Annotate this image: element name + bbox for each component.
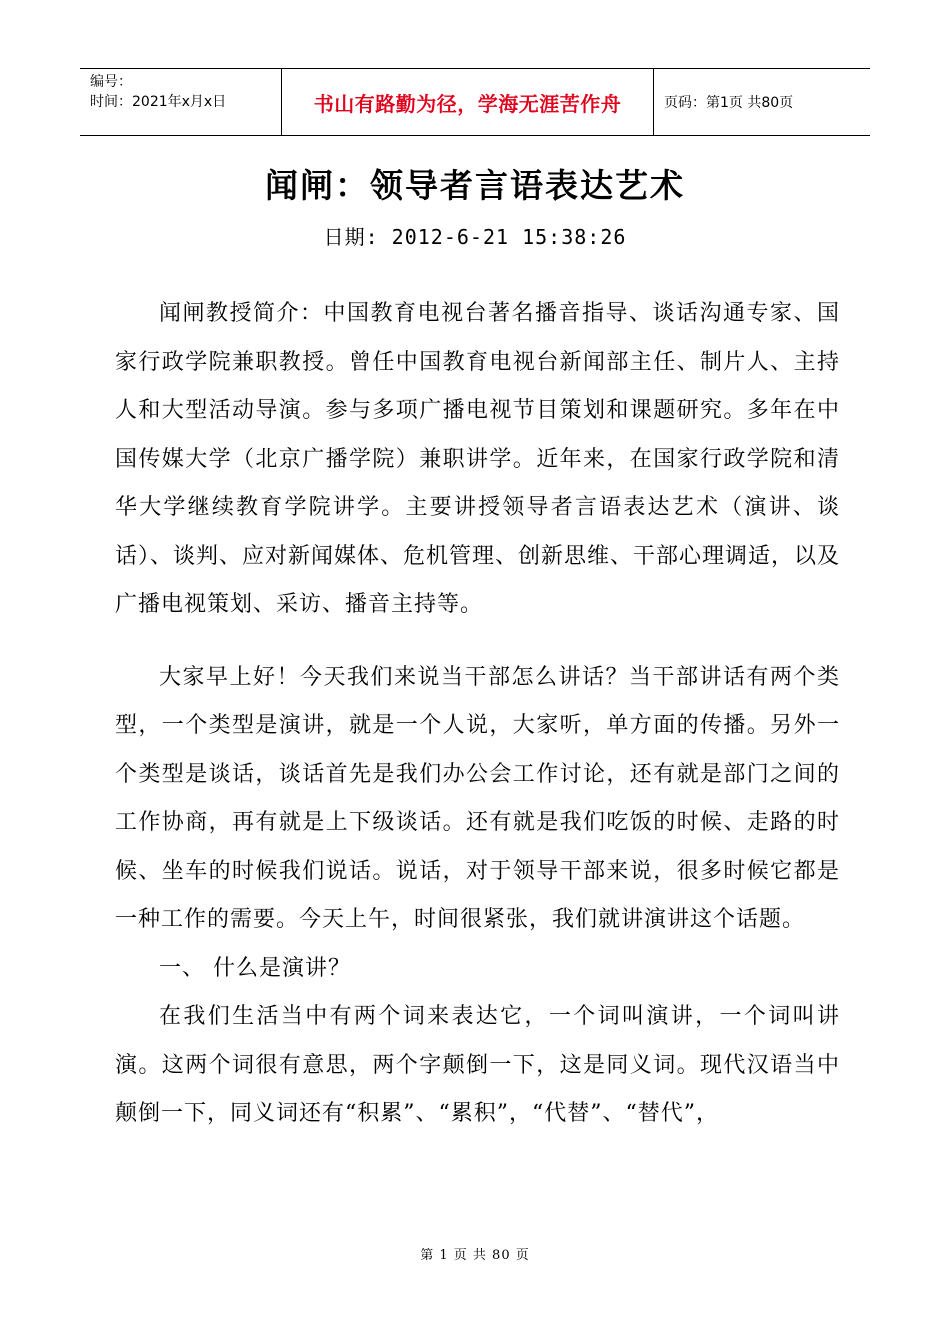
- paragraph-opening: 大家早上好！今天我们来说当干部怎么讲话？当干部讲话有两个类型，一个类型是演讲，就是一个人说，大家听，单方面的传播。另外一个类型是谈话，谈话首先是我们办公会工作讨论，还有就是部门之间的工作协商，再有就是上下级谈话。还有就是我们吃饭的时候、走路的时候、坐车的时候我们说话。说话，对于领导干部来说，很多时候它都是一种工作的需要。今天上午，时间很紧张，我们就讲演讲这个话题。: [115, 664, 840, 932]
- page-footer: 第 1 页 共 80 页: [420, 1248, 530, 1263]
- time-label: 时间：2021年x月x日: [90, 94, 227, 110]
- number-label: 编号：: [90, 74, 132, 90]
- document-body: [115, 290, 840, 1139]
- paragraph-intro: 闻闸教授简介：中国教育电视台著名播音指导、谈话沟通专家、国家行政学院兼职教授。曾任中国教育电视台新闻部主任、制片人、主持人和大型活动导演。参与多项广播电视节目策划和课题研究。多年在中国传媒大学（北京广播学院）兼职讲学。近年来，在国家行政学院和清华大学继续教育学院讲学。主要讲授领导者言语表达艺术（演讲、谈话）、谈判、应对新闻媒体、危机管理、创新思维、干部心理调适，以及广播电视策划、采访、播音主持等。: [115, 301, 841, 617]
- document-date: 日期: 2012-6-21 15:38:26: [323, 225, 627, 249]
- header-motto: 书山有路勤为径，学海无涯苦作舟: [282, 69, 654, 135]
- section-heading: 一、 什么是演讲？: [159, 955, 351, 981]
- header-meta: [80, 69, 282, 135]
- paragraph-body: 在我们生活当中有两个词来表达它，一个词叫演讲，一个词叫讲演。这两个词很有意思，两个字颠倒一下，这是同义词。现代汉语当中颠倒一下，同义词还有“积累”、“累积”，“代替”、“替代”，: [115, 1004, 840, 1126]
- document-title: 闻闸：领导者言语表达艺术: [265, 166, 685, 205]
- header-table: [80, 68, 870, 136]
- header-page-info: 页码：第1页 共80页: [664, 95, 794, 111]
